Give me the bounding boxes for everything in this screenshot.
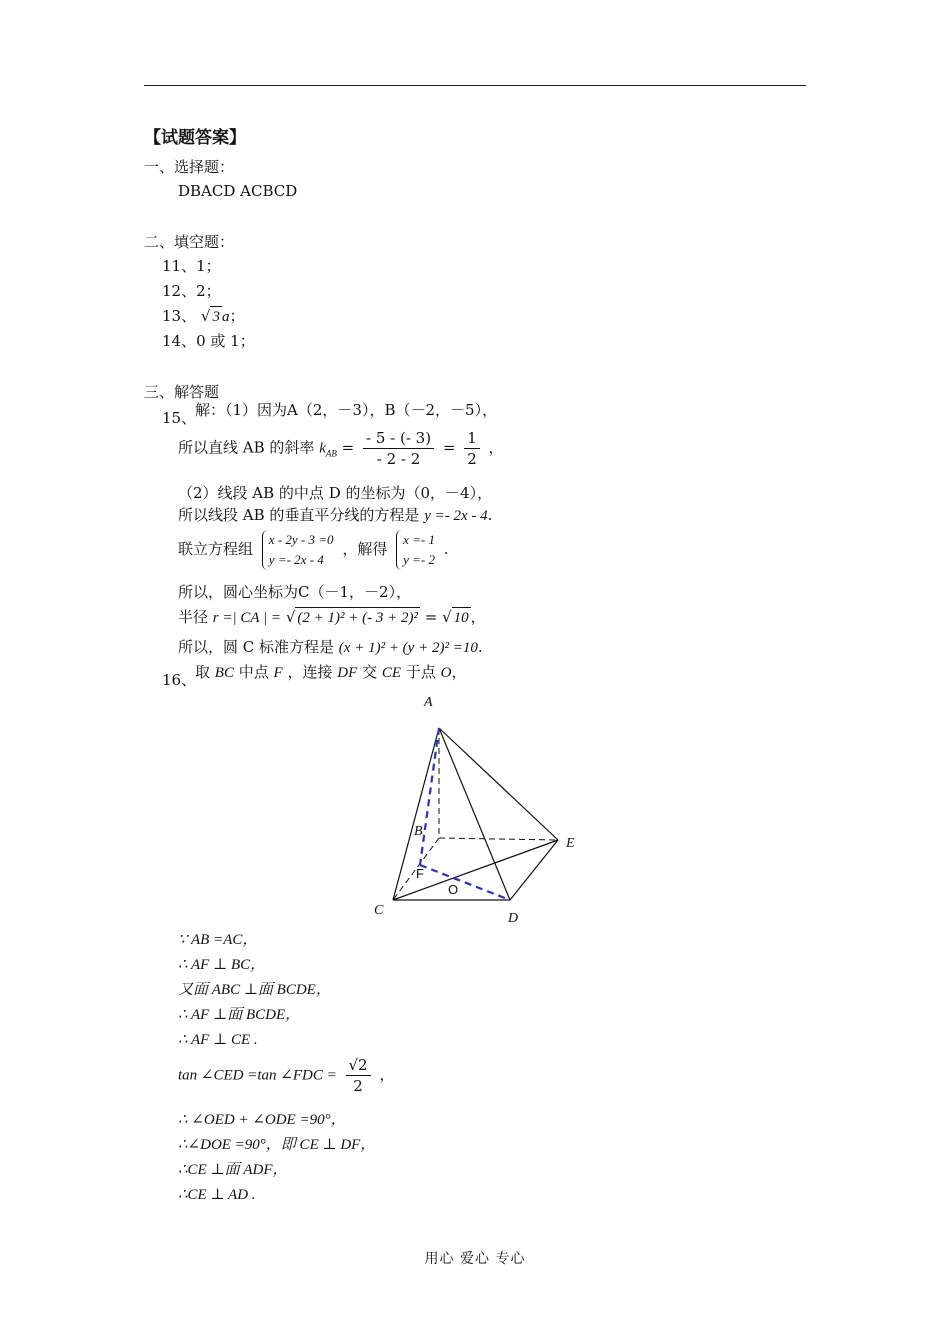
- proof-line-7: ∴∠DOE =90°，即 CE ⊥ DF，: [178, 1137, 376, 1153]
- proof-tan-num: √2: [346, 1055, 371, 1076]
- fill-item-13-end: ；: [229, 307, 245, 325]
- q15-line7: [178, 607, 486, 628]
- q15-circle-text: 所以，圆 C 标准方程是: [178, 638, 335, 656]
- page-footer: 用心 爱心 专心: [424, 1251, 526, 1267]
- q15-fraction2-num: 1: [464, 428, 480, 449]
- proof-tan-line: [178, 1055, 394, 1096]
- proof-line-2: ∴ AF ⊥ BC，: [178, 957, 266, 973]
- q16-seg-bc: BC: [214, 665, 234, 681]
- proof-line-3: 又面 ABC ⊥面 BCDE，: [178, 982, 331, 998]
- q16-text-midpoint: 中点: [238, 663, 269, 681]
- q16-line1-end: ，: [451, 663, 467, 681]
- q15-bisector-eq: y =- 2x - 4: [424, 508, 488, 524]
- choice-answers: DBACD ACBCD: [178, 182, 298, 200]
- fill-item-13-radicand: 3: [210, 306, 222, 327]
- label-b: B: [414, 824, 423, 839]
- fill-item-11: 11、1；: [162, 257, 221, 275]
- section-title: 【试题答案】: [144, 128, 246, 148]
- label-d: D: [508, 911, 519, 926]
- q15-system2: [396, 530, 435, 570]
- q15-fraction2-den: 2: [467, 450, 477, 468]
- fill-heading: 二、填空题：: [144, 233, 235, 251]
- q15-line5-text: 联立方程组: [178, 540, 254, 558]
- header-rule: [144, 85, 806, 86]
- q15-radius-eq: r =| CA | =: [212, 610, 282, 626]
- edge-ad: [439, 728, 510, 900]
- q16-text-at-point: 于点: [405, 663, 436, 681]
- q15-fraction1: [363, 428, 434, 469]
- q16-text-take: 取: [195, 663, 211, 681]
- proof-line-8: ∴CE ⊥面 ADF，: [178, 1162, 288, 1178]
- q15-line2: [178, 428, 504, 469]
- q15-line3: （2）线段 AB 的中点 D 的坐标为（0，－4），: [178, 484, 493, 502]
- proof-tan-end: ，: [379, 1065, 395, 1084]
- q15-solve-text: ，解得: [342, 540, 388, 558]
- q16-text-intersect: 交: [362, 663, 378, 681]
- pyramid-diagram: [360, 690, 590, 930]
- q15-radius-text: 半径: [178, 608, 209, 626]
- q15-line1: 解：（1）因为A（2，－3），B（－2，－5），: [195, 401, 498, 419]
- q15-radius-sqrt1: √: [285, 608, 296, 626]
- q15-radius-radicand1: (2 + 1)² + (- 3 + 2)²: [295, 607, 420, 628]
- fill-item-13-var: a: [221, 309, 230, 325]
- segment-af: [420, 728, 439, 865]
- proof-tan-fraction: [346, 1055, 371, 1096]
- q15-radius-radicand2: 10: [452, 607, 471, 628]
- pyramid-figure: [360, 690, 590, 934]
- q15-slope-text: 所以直线 AB 的斜率: [178, 438, 315, 457]
- label-a: A: [424, 695, 433, 710]
- label-f: F: [416, 866, 424, 881]
- fill-item-12: 12、2；: [162, 282, 221, 300]
- q15-system1-eq2: y =- 2x - 4: [268, 552, 324, 567]
- label-c: C: [374, 903, 384, 918]
- q15-radius-sqrt2: √: [442, 608, 452, 626]
- proof-tan-den: 2: [353, 1077, 363, 1095]
- q15-system1-eq1: x - 2y - 3 =0: [268, 532, 334, 547]
- q15-system1: [262, 530, 334, 570]
- q15-fraction1-num: - 5 - (- 3): [363, 428, 434, 449]
- q15-eq2: =: [442, 438, 456, 457]
- choice-heading: 一、选择题：: [144, 158, 235, 176]
- q15-line4-end: .: [487, 506, 493, 524]
- q15-line4: [178, 505, 492, 526]
- q15-line8: [178, 637, 483, 658]
- q15-number: 15、: [162, 409, 197, 427]
- q16-line1: [195, 662, 466, 683]
- q16-number: 16、: [162, 671, 197, 689]
- fill-item-13: [162, 306, 244, 327]
- q16-seg-df: DF: [337, 665, 358, 681]
- q16-point-o: O: [440, 665, 452, 681]
- edge-ae: [439, 728, 558, 840]
- q15-circle-eq: (x + 1)² + (y + 2)² =10: [338, 640, 478, 656]
- q16-seg-ce: CE: [381, 665, 402, 681]
- proof-line-6: ∴ ∠OED + ∠ODE =90°，: [178, 1112, 346, 1128]
- q15-line2-end: ，: [488, 438, 504, 457]
- proof-line-5: ∴ AF ⊥ CE .: [178, 1032, 258, 1048]
- fill-item-14: 14、0 或 1；: [162, 332, 255, 350]
- q15-system2-eq1: x =- 1: [403, 532, 435, 547]
- edge-be: [439, 838, 558, 840]
- q15-line7-end: ，: [470, 608, 486, 626]
- solution-heading: 三、解答题: [144, 383, 220, 401]
- q15-slope-k: k: [319, 440, 326, 457]
- segment-df: [420, 865, 510, 900]
- q15-line5: [178, 530, 449, 570]
- proof-line-4: ∴ AF ⊥面 BCDE，: [178, 1007, 301, 1023]
- q15-line6: 所以，圆心坐标为C（－1，－2），: [178, 583, 412, 601]
- proof-tan-text: tan ∠CED =tan ∠FDC =: [178, 1067, 337, 1084]
- q15-fraction2: [464, 428, 480, 469]
- q15-line4-text: 所以线段 AB 的垂直平分线的方程是: [178, 506, 420, 524]
- q15-system2-eq2: y =- 2: [403, 552, 435, 567]
- q16-text-connect: ，连接: [287, 663, 333, 681]
- proof-line-1: ∵ AB =AC，: [178, 932, 258, 948]
- q16-point-f: F: [273, 665, 283, 681]
- fill-item-13-label: 13、: [162, 307, 197, 325]
- q15-fraction1-den: - 2 - 2: [376, 450, 421, 468]
- q15-radius-eq2: =: [424, 608, 438, 626]
- proof-line-9: ∴CE ⊥ AD .: [178, 1187, 256, 1203]
- label-o: O: [448, 882, 459, 897]
- q15-line5-end: .: [443, 540, 449, 558]
- q15-line8-end: .: [477, 638, 483, 656]
- q15-slope-sub: AB: [325, 448, 337, 459]
- label-e: E: [566, 836, 575, 851]
- q15-eq1: =: [341, 438, 355, 457]
- sqrt-symbol: √: [200, 307, 211, 325]
